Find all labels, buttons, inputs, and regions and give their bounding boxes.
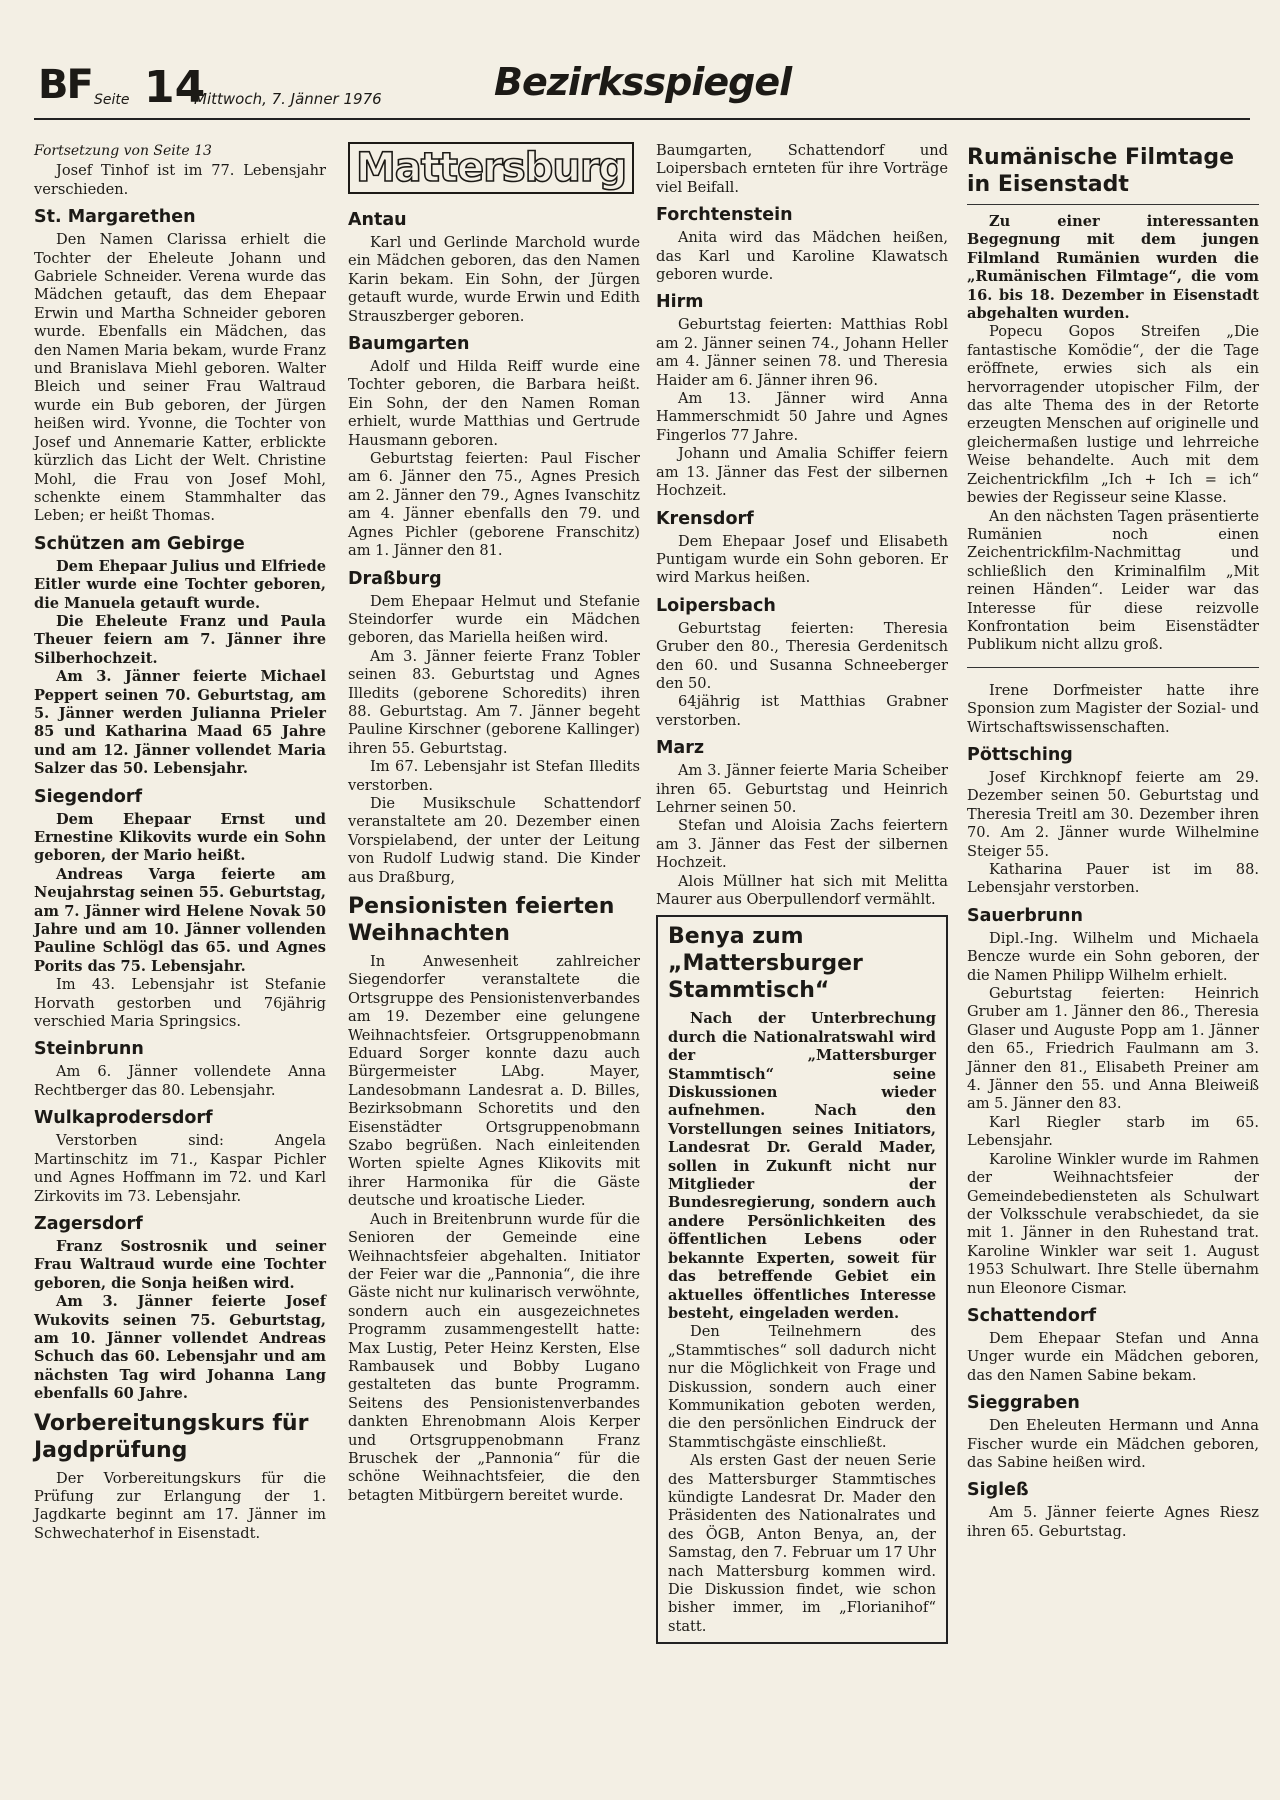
heading-drassburg: Draßburg — [348, 568, 442, 589]
paragraph: Karoline Winkler wurde im Rahmen der Weihnachtsfeier der Gemeindebediensteten als Schulwart der Volksschule verabschiedet, da sie mit 1. Jänner in den Ruhestand trat. Karoline Winkler war seit 1. August 1953 Schulwart. Ihre Stelle übernahm nun Eleonore Cismar. — [967, 1150, 1259, 1297]
paragraph: 64jährig ist Matthias Grabner verstorben. — [656, 693, 948, 729]
header-rule — [34, 118, 1250, 120]
paragraph: Dem Ehepaar Ernst und Ernestine Klikovits wurde ein Sohn geboren, der Mario heißt. — [34, 810, 326, 865]
heading-krensdorf: Krensdorf — [656, 508, 754, 529]
paragraph: Am 3. Jänner feierte Franz Tobler seinen 83. Geburtstag und Agnes Illedits (geborene Schoredits) ihren 88. Geburtstag. Am 7. Jänner begeht Pauline Kirschner (geborene Kallinger) ihren 55. Geburtstag. — [348, 647, 640, 757]
divider — [967, 667, 1259, 668]
column-1 — [34, 142, 326, 1543]
heading-jagdpruefung: Vorbereitungskurs für Jagdprüfung — [34, 1410, 309, 1463]
paragraph: In Anwesenheit zahlreicher Siegendorfer veranstaltete die Ortsgruppe des Pensionistenverbandes am 19. Dezember eine gelungene Weihnachtsfeier. Ortsgruppenobmann Eduard Sorger konnte dazu auch Bürgermeister LAbg. Mayer, Landesobmann Landesrat a. D. Billes, Bezirksobmann Schoretits und den Eisenstädter Ortsgruppenobmann Szabo begrüßen. Nach einleitenden Worten spielte Agnes Klikovits mit ihrer Harmonika für die Gäste deutsche und kroatische Lieder. — [348, 953, 640, 1210]
heading-baumgarten: Baumgarten — [348, 334, 470, 355]
paragraph: Josef Kirchknopf feierte am 29. Dezember seinen 50. Geburtstag und Theresia Treitl am 30. Dezember ihren 70. Am 2. Jänner wurde Wilhelmine Steiger 55. — [967, 768, 1259, 860]
heading-marz: Marz — [656, 738, 705, 759]
heading-st-margarethen: St. Margarethen — [34, 207, 196, 228]
paragraph: Der Vorbereitungskurs für die Prüfung zur Erlangung der 1. Jagdkarte beginnt am 17. Jänner im Schwechaterhof in Eisenstadt. — [34, 1469, 326, 1542]
paragraph: Anita wird das Mädchen heißen, das Karl und Karoline Klawatsch geboren wurde. — [656, 229, 948, 284]
heading-loipersbach: Loipersbach — [656, 595, 776, 616]
paragraph: Nach der Unterbrechung durch die Nationalratswahl wird der „Mattersburger Stammtisch“ seine Diskussionen wieder aufnehmen. Nach den Vorstellungen seines Initiators, Landesrat Dr. Gerald Mader, sollen in Zukunft nicht nur Mitglieder der Bundesregierung, sondern auch andere Persönlichkeiten des öffentlichen Lebens oder bekannte Experten, soweit für das betreffende Gebiet ein aktuelles öffentliches Interesse besteht, eingeladen werden. — [668, 1010, 936, 1322]
heading-wulkaprodersdorf: Wulkaprodersdorf — [34, 1108, 213, 1129]
heading-schattendorf: Schattendorf — [967, 1305, 1097, 1326]
page-number: 14 — [144, 62, 206, 113]
paragraph: Katharina Pauer ist im 88. Lebensjahr verstorben. — [967, 861, 1259, 897]
paragraph: Die Musikschule Schattendorf veranstaltete am 20. Dezember einen Vorspielabend, der unter der Leitung von Rudolf Ludwig stand. Die Kinder aus Draßburg, — [348, 794, 640, 886]
paragraph: Franz Sostrosnik und seiner Frau Waltraud wurde eine Tochter geboren, die Sonja heißen wird. — [34, 1237, 326, 1292]
paragraph: Als ersten Gast der neuen Serie des Mattersburger Stammtisches kündigte Landesrat Dr. Mader den Präsidenten des Nationalrates und des ÖGB, Anton Benya, an, der Samstag, den 7. Februar um 17 Uhr nach Mattersburg kommen wird. Die Diskussion findet, wie schon bisher immer, im „Florianihof“ statt. — [668, 1452, 936, 1635]
paragraph: Geburtstag feierten: Matthias Robl am 2. Jänner seinen 74., Johann Heller am 4. Jänner seinen 78. und Theresia Haider am 6. Jänner ihren 96. — [656, 316, 948, 389]
benya-box — [656, 915, 948, 1644]
issue-date: Mittwoch, 7. Jänner 1976 — [194, 90, 382, 108]
heading-antau: Antau — [348, 210, 407, 230]
paragraph: Geburtstag feierten: Theresia Gruber den 80., Theresia Gerdenitsch den 60. und Susanna Schneeberger den 50. — [656, 619, 948, 692]
paragraph: Geburtstag feierten: Heinrich Gruber am 1. Jänner den 86., Theresia Glaser und Auguste Popp am 1. Jänner den 65., Friedrich Faulmann am 3. Jänner den 81., Elisabeth Preiner am 4. Jänner den 55. und Anna Bleiweiß am 5. Jänner den 83. — [967, 985, 1259, 1113]
paragraph: Verstorben sind: Angela Martinschitz im 71., Kaspar Pichler und Agnes Hoffmann im 72. und Karl Zirkovits im 73. Lebensjahr. — [34, 1132, 326, 1205]
paragraph: Am 6. Jänner vollendete Anna Rechtberger das 80. Lebensjahr. — [34, 1063, 326, 1099]
page-header — [34, 52, 1250, 122]
divider — [967, 204, 1259, 205]
paragraph: Den Teilnehmern des „Stammtisches“ soll dadurch nicht nur die Möglichkeit von Frage und Diskussion, sondern auch einer Kommunikation geboten werden, die den persönlichen Eindruck der Stammtischgäste einschließt. — [668, 1323, 936, 1451]
continuation-note: Fortsetzung von Seite 13 — [34, 143, 212, 159]
mattersburg-banner: Mattersburg — [348, 142, 634, 194]
masthead: BF — [38, 62, 92, 108]
heading-filmtage: Rumänische Filmtage in Eisenstadt — [967, 145, 1235, 197]
paragraph: Den Namen Clarissa erhielt die Tochter der Eheleute Johann und Gabriele Schneider. Verena wurde das Mädchen getauft, das dem Ehepaar Erwin und Martha Schneider geboren wurde. Ebenfalls ein Mädchen, das den Namen Maria bekam, wurde Franz und Branislava Miehl geboren. Walter Bleich und seiner Frau Waltraud wurde ein Bub geboren, der Jürgen heißen wird. Yvonne, die Tochter von Josef und Annemarie Katter, erblickte kürzlich das Licht der Welt. Christine Mohl, die Frau von Josef Mohl, schenkte einem Stammhalter das Leben; er heißt Thomas. — [34, 231, 326, 525]
paragraph: Auch in Breitenbrunn wurde für die Senioren der Gemeinde eine Weihnachtsfeier abgehalten. Initiator der Feier war die „Pannonia“, die ihre Gäste nicht nur kulinarisch verwöhnte, sondern auch ein ausgezeichnetes Programm zusammengestellt hatte: Max Lustig, Peter Heinz Kersten, Else Rambausek und Bobby Lugano gestalteten das bunte Programm. Seitens des Pensionistenverbandes dankten Ehrenobmann Alois Kerper und Ortsgruppenobmann Franz Bruschek der „Pannonia“ für die schöne Weihnachtsfeier, die den betagten Mitbürgern bereitet wurde. — [348, 1210, 640, 1504]
heading-sigless: Sigleß — [967, 1480, 1029, 1501]
paragraph: Am 5. Jänner feierte Agnes Riesz ihren 65. Geburtstag. — [967, 1504, 1259, 1540]
heading-benya: Benya zum „Mattersburger Stammtisch“ — [668, 924, 863, 1004]
paragraph: Dipl.-Ing. Wilhelm und Michaela Bencze wurde ein Sohn geboren, der die Namen Philipp Wilhelm erhielt. — [967, 929, 1259, 984]
paragraph: Geburtstag feierten: Paul Fischer am 6. Jänner den 75., Agnes Presich am 2. Jänner den 79., Agnes Ivanschitz am 4. Jänner ebenfalls den 79. und Agnes Pichler (geborene Franschitz) am 1. Jänner den 81. — [348, 450, 640, 560]
seite-label: Seite — [94, 92, 130, 108]
heading-siegendorf: Siegendorf — [34, 786, 143, 807]
paragraph: Dem Ehepaar Julius und Elfriede Eitler wurde eine Tochter geboren, die Manuela getauft wurde. — [34, 557, 326, 612]
paragraph: Im 67. Lebensjahr ist Stefan Illedits verstorben. — [348, 758, 640, 794]
paragraph: Den Eheleuten Hermann und Anna Fischer wurde ein Mädchen geboren, das Sabine heißen wird. — [967, 1417, 1259, 1471]
paragraph: Johann und Amalia Schiffer feiern am 13. Jänner das Fest der silbernen Hochzeit. — [656, 445, 948, 500]
paragraph: Am 3. Jänner feierte Michael Peppert seinen 70. Geburtstag, am 5. Jänner werden Julianna Prieler 85 und Katharina Maad 65 Jahre und am 12. Jänner vollendet Maria Salzer das 50. Lebensjahr. — [34, 668, 326, 778]
paragraph: Die Eheleute Franz und Paula Theuer feiern am 7. Jänner ihre Silberhochzeit. — [34, 612, 326, 667]
heading-forchtenstein: Forchtenstein — [656, 205, 793, 226]
column-4 — [967, 142, 1259, 1541]
paragraph: Adolf und Hilda Reiff wurde eine Tochter geboren, die Barbara heißt. Ein Sohn, der den Namen Roman erhielt, wurde Matthias und Gertrude Hausmann geboren. — [348, 358, 640, 449]
heading-hirm: Hirm — [656, 292, 704, 313]
paragraph: Josef Tinhof ist im 77. Lebensjahr verschieden. — [34, 162, 326, 198]
paragraph: Andreas Varga feierte am Neujahrstag seinen 55. Geburtstag, am 7. Jänner wird Helene Novak 50 Jahre und am 10. Jänner vollenden Pauline Schlögl das 65. und Agnes Porits das 75. Lebensjahr. — [34, 865, 326, 975]
paragraph: Karl Riegler starb im 65. Lebensjahr. — [967, 1113, 1259, 1150]
paragraph: Im 43. Lebensjahr ist Stefanie Horvath gestorben und 76jährig verschied Maria Springsics. — [34, 976, 326, 1031]
column-3 — [656, 142, 948, 1644]
paragraph: Am 3. Jänner feierte Maria Scheiber ihren 65. Geburtstag und Heinrich Lehrner seinen 50. — [656, 762, 948, 816]
heading-sauerbrunn: Sauerbrunn — [967, 905, 1083, 926]
heading-pensionisten: Pensionisten feierten Weihnachten — [348, 894, 615, 946]
paragraph: Am 13. Jänner wird Anna Hammerschmidt 50 Jahre und Agnes Fingerlos 77 Jahre. — [656, 390, 948, 444]
paragraph: Karl und Gerlinde Marchold wurde ein Mädchen geboren, das den Namen Karin bekam. Ein Sohn, der Jürgen getauft wurde, wurde Erwin und Edith Strauszberger geboren. — [348, 234, 640, 325]
heading-poettsching: Pöttsching — [967, 744, 1073, 765]
paragraph: Popecu Gopos Streifen „Die fantastische Komödie“, der die Tage eröffnete, erwies sich als ein hervorragender utopischer Film, der das alte Thema des in der Retorte erzeugten Menschen auf originelle und gleichermaßen lustige und lehrreiche Weise behandelte. Auch mit dem Zeichentrickfilm „Ich + Ich = ich“ bewies der Regisseur seine Klasse. — [967, 323, 1259, 507]
paragraph: Stefan und Aloisia Zachs feiertern am 3. Jänner das Fest der silbernen Hochzeit. — [656, 817, 948, 872]
paragraph: Alois Müllner hat sich mit Melitta Maurer aus Oberpullendorf vermählt. — [656, 872, 948, 908]
paragraph: Dem Ehepaar Josef und Elisabeth Puntigam wurde ein Sohn geboren. Er wird Markus heißen. — [656, 532, 948, 587]
heading-zagersdorf: Zagersdorf — [34, 1213, 143, 1234]
paragraph: Dem Ehepaar Helmut und Stefanie Steindorfer wurde ein Mädchen geboren, das Mariella heißen wird. — [348, 592, 640, 647]
column-2 — [348, 142, 640, 1505]
heading-sieggraben: Sieggraben — [967, 1393, 1080, 1414]
section-title: Bezirksspiegel — [494, 60, 792, 104]
heading-steinbrunn: Steinbrunn — [34, 1039, 144, 1060]
paragraph: An den nächsten Tagen präsentierte Rumänien noch einen Zeichentrickfilm-Nachmittag und schließlich den Kriminalfilm „Mit reinen Händen“. Leider war das Interesse für diese reizvolle Konfrontation beim Eisenstädter Publikum nicht allzu groß. — [967, 507, 1259, 654]
paragraph: Baumgarten, Schattendorf und Loipersbach ernteten für ihre Vorträge viel Beifall. — [656, 142, 948, 196]
heading-schuetzen: Schützen am Gebirge — [34, 533, 245, 554]
paragraph: Am 3. Jänner feierte Josef Wukovits seinen 75. Geburtstag, am 10. Jänner vollendet Andreas Schuch das 60. Lebensjahr und am nächsten Tag wird Johanna Lang ebenfalls 60 Jahre. — [34, 1293, 326, 1403]
paragraph: Zu einer interessanten Begegnung mit dem jungen Filmland Rumänien wurden die „Rumänischen Filmtage“, die vom 16. bis 18. Dezember in Eisenstadt abgehalten wurden. — [967, 213, 1259, 323]
paragraph: Dem Ehepaar Stefan und Anna Unger wurde ein Mädchen geboren, das den Namen Sabine bekam. — [967, 1329, 1259, 1384]
paragraph: Irene Dorfmeister hatte ihre Sponsion zum Magister der Sozial- und Wirtschaftswissenschaften. — [967, 681, 1259, 736]
